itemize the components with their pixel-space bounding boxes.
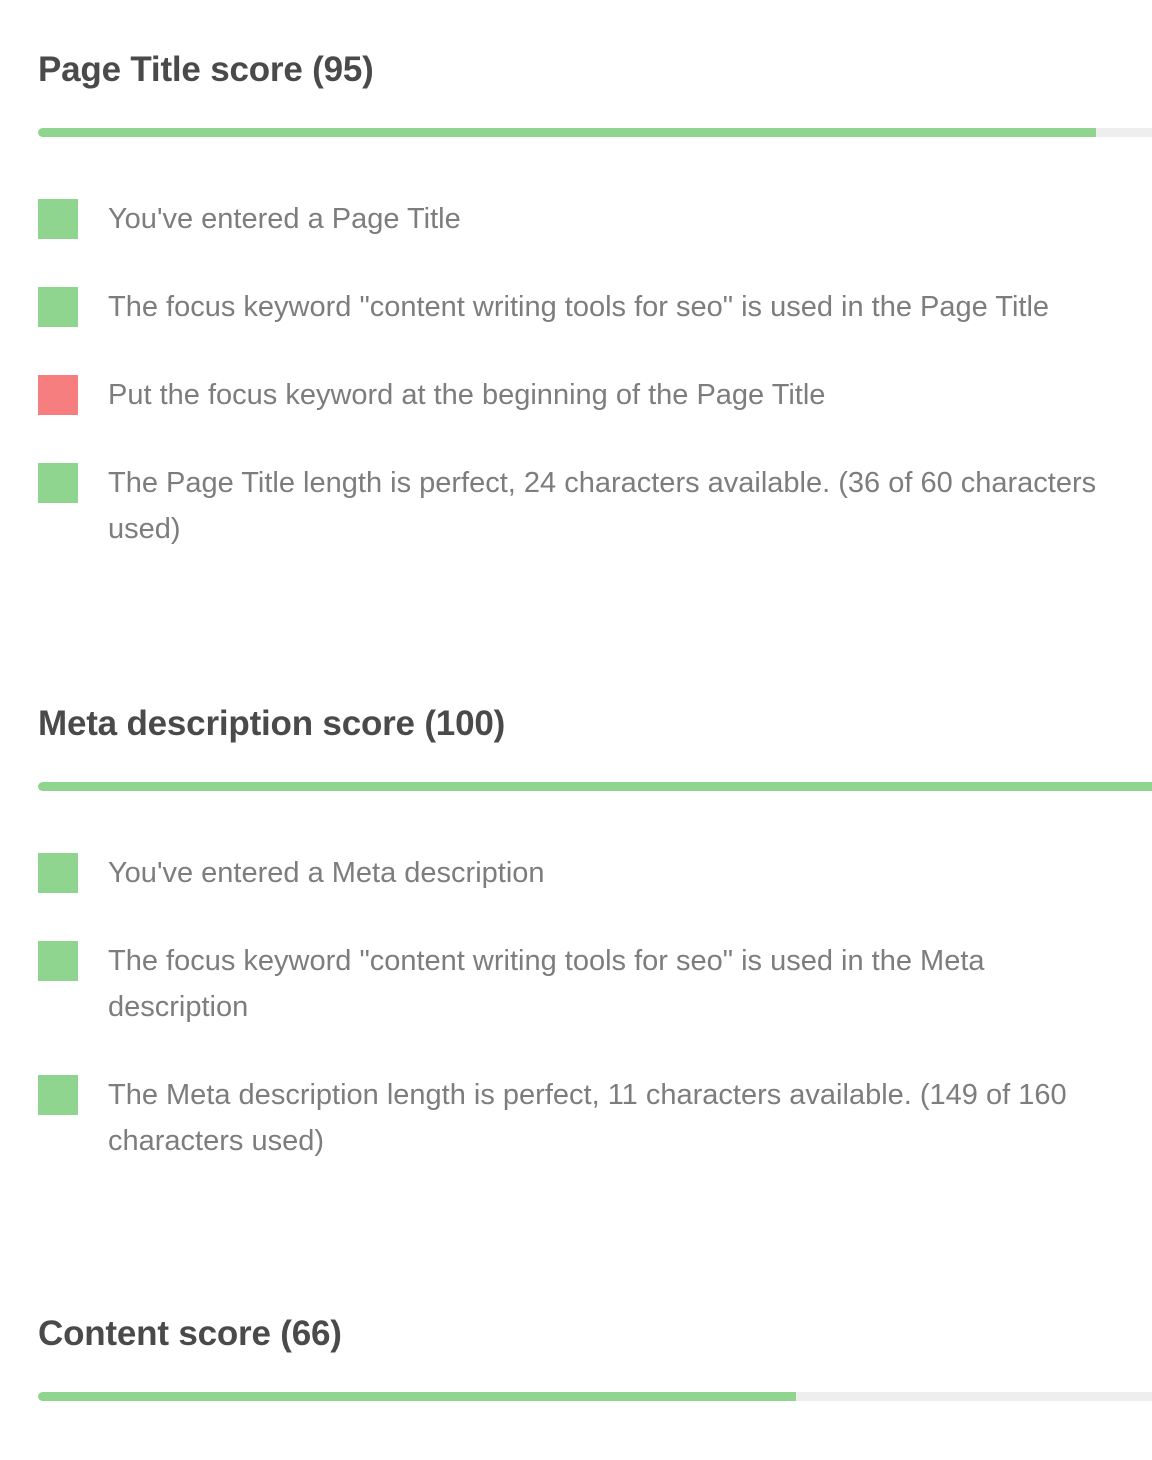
page-title-score-section	[38, 48, 1152, 545]
check-list	[38, 850, 1152, 1206]
check-text: The focus keyword "content writing tools for seo" is used in the Page Title	[108, 291, 1050, 323]
check-item	[38, 1072, 1148, 1164]
green-square-icon	[38, 1075, 78, 1115]
green-square-icon	[38, 941, 78, 981]
check-item	[38, 372, 1148, 418]
score-progress-fill	[38, 782, 1152, 791]
green-square-icon	[38, 287, 78, 327]
content-score-section	[38, 1312, 1152, 1356]
meta-description-score-section	[38, 702, 1152, 1157]
check-item	[38, 284, 1148, 330]
section-title: Content score (66)	[38, 1314, 342, 1353]
check-item	[38, 196, 1148, 242]
check-item	[38, 850, 1148, 896]
section-title: Meta description score (100)	[38, 704, 506, 743]
check-item	[38, 460, 1148, 552]
check-text: You've entered a Meta description	[108, 857, 545, 889]
green-square-icon	[38, 199, 78, 239]
check-text: The Page Title length is perfect, 24 characters available. (36 of 60 characters used)	[108, 467, 1097, 545]
red-square-icon	[38, 375, 78, 415]
check-text: The focus keyword "content writing tools for seo" is used in the Meta description	[108, 945, 985, 1023]
score-progress-bar	[38, 1392, 1152, 1401]
check-item	[38, 938, 1148, 1030]
score-progress-bar	[38, 782, 1152, 791]
check-text: Put the focus keyword at the beginning of the Page Title	[108, 379, 826, 411]
check-text: The Meta description length is perfect, 11 characters available. (149 of 160 characters used)	[108, 1079, 1067, 1157]
green-square-icon	[38, 463, 78, 503]
score-progress-fill	[38, 128, 1096, 137]
section-title: Page Title score (95)	[38, 50, 374, 89]
green-square-icon	[38, 853, 78, 893]
check-text: You've entered a Page Title	[108, 203, 461, 235]
check-list	[38, 196, 1152, 594]
score-progress-fill	[38, 1392, 796, 1401]
score-progress-bar	[38, 128, 1152, 137]
